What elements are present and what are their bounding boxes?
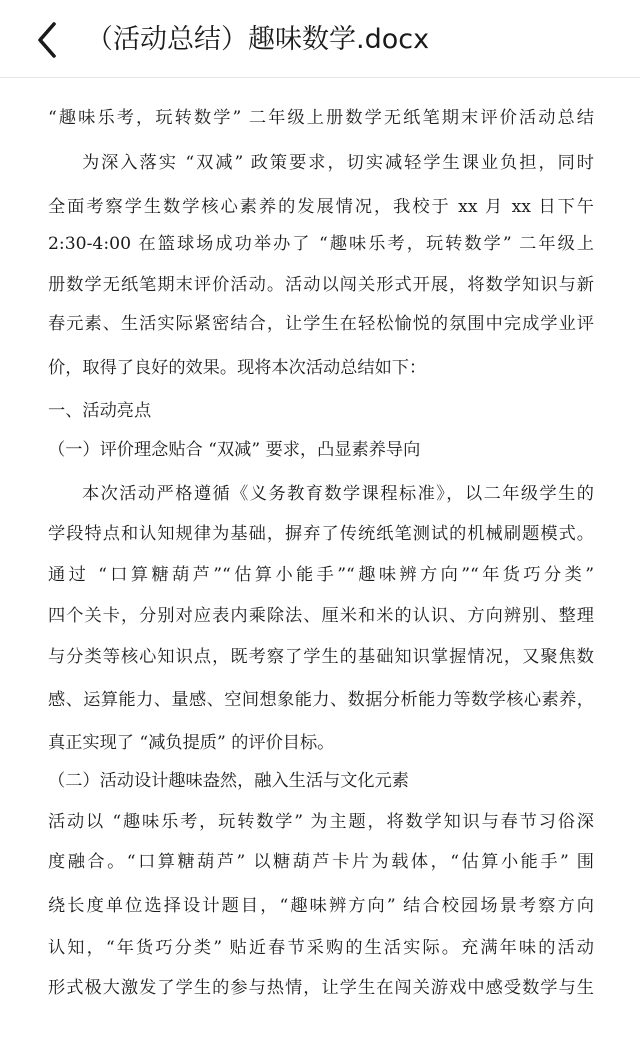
back-button[interactable]	[28, 18, 68, 62]
doc-line: 学段特点和认知规律为基础，摒弃了传统纸笔测试的机械刷题模式。	[48, 524, 594, 544]
doc-line: 四个关卡，分别对应表内乘除法、厘米和米的认识、方向辨别、整理	[48, 606, 594, 626]
doc-line: 度融合。“口算糖葫芦” 以糖葫芦卡片为载体，“估算小能手” 围	[48, 852, 594, 872]
doc-line: 感、运算能力、量感、空间想象能力、数据分析能力等数学核心素养，	[48, 690, 594, 710]
doc-line: 形式极大激发了学生的参与热情，让学生在闯关游戏中感受数学与生	[48, 978, 594, 998]
subsection-heading: （二）活动设计趣味盎然，融入生活与文化元素	[48, 771, 409, 791]
doc-line: 真正实现了 “减负提质” 的评价目标。	[48, 733, 335, 753]
doc-line: 与分类等核心知识点，既考察了学生的基础知识掌握情况，又聚焦数	[48, 647, 594, 667]
doc-line: 为深入落实 “双减” 政策要求，切实减轻学生课业负担，同时	[82, 153, 594, 173]
document-body	[0, 78, 640, 1045]
doc-line: 价，取得了良好的效果。现将本次活动总结如下：	[48, 358, 427, 378]
doc-line: 春元素、生活实际紧密结合，让学生在轻松愉悦的氛围中完成学业评	[48, 314, 594, 334]
section-heading: 一、活动亮点	[48, 401, 152, 421]
doc-heading: “趣味乐考，玩转数学” 二年级上册数学无纸笔期末评价活动总结	[48, 108, 594, 128]
doc-line: 认知，“年货巧分类” 贴近春节采购的生活实际。充满年味的活动	[48, 938, 594, 958]
doc-line: 活动以 “趣味乐考，玩转数学” 为主题，将数学知识与春节习俗深	[48, 812, 594, 832]
top-bar	[0, 0, 640, 78]
chevron-left-icon	[28, 18, 68, 62]
doc-line: 全面考察学生数学核心素养的发展情况，我校于 xx 月 xx 日下午	[48, 197, 594, 217]
doc-line: 册数学无纸笔期末评价活动。活动以闯关形式开展，将数学知识与新	[48, 275, 594, 295]
document-title: （活动总结）趣味数学.docx	[86, 24, 430, 55]
subsection-heading: （一）评价理念贴合 “双减” 要求，凸显素养导向	[48, 440, 421, 460]
doc-line: 2:30-4:00 在篮球场成功举办了 “趣味乐考，玩转数学” 二年级上	[48, 234, 594, 254]
doc-line: 通过 “口算糖葫芦”“估算小能手”“趣味辨方向”“年货巧分类”	[48, 565, 594, 585]
doc-line: 本次活动严格遵循《义务教育数学课程标准》，以二年级学生的	[82, 484, 594, 504]
doc-line: 绕长度单位选择设计题目，“趣味辨方向” 结合校园场景考察方向	[48, 896, 594, 916]
